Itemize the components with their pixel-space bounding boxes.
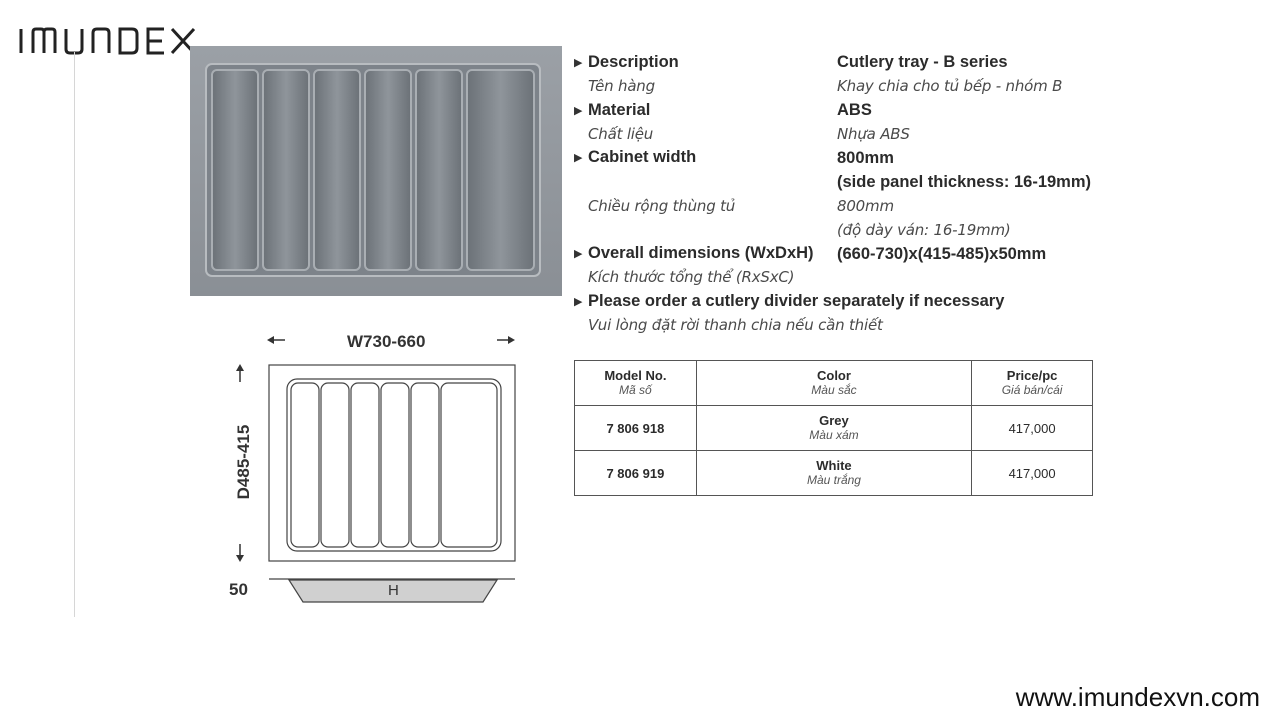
website-link[interactable]: www.imundexvn.com — [1015, 682, 1260, 712]
header-color: Color Màu sắc — [696, 361, 971, 406]
table-header-row — [575, 361, 1093, 406]
height-value: 50 — [229, 580, 248, 599]
header-price: Price/pc Giá bán/cái — [972, 361, 1093, 406]
price-table — [574, 360, 1093, 496]
product-photo — [190, 46, 562, 296]
width-label: W730-660 — [347, 332, 426, 351]
cell-color: White Màu trắng — [696, 451, 971, 496]
spec-description-value-vi: Khay chia cho tủ bếp - nhóm B — [837, 77, 1063, 95]
spec-material-value-vi: Nhựa ABS — [837, 125, 910, 143]
spec-dimensions-label-vi: Kích thước tổng thể (RxSxC) — [588, 268, 795, 286]
bullet-arrow-icon: ▶ — [574, 152, 583, 164]
brand-logo — [18, 24, 203, 63]
tray-image — [190, 46, 562, 296]
header-model: Model No. Mã số — [575, 361, 697, 406]
brand-logo-mark — [18, 24, 203, 58]
spec-cabinet-width-label-vi: Chiều rộng thùng tủ — [588, 197, 736, 215]
divider-line — [74, 52, 75, 617]
cell-price: 417,000 — [972, 451, 1093, 496]
spec-cabinet-width-value-vi: 800mm — [837, 197, 894, 215]
height-letter: H — [388, 582, 399, 599]
spec-cabinet-width-note: (side panel thickness: 16-19mm) — [837, 173, 1092, 191]
spec-description-value: Cutlery tray - B series — [837, 53, 1008, 71]
spec-dimensions-label: ▶ Overall dimensions (WxDxH) — [574, 244, 814, 262]
spec-cabinet-width-value: 800mm — [837, 149, 894, 167]
cell-model: 7 806 918 — [575, 406, 697, 451]
spec-order-note: ▶ Please order a cutlery divider separately if necessary — [574, 292, 1005, 310]
table-row — [575, 451, 1093, 496]
table-row — [575, 406, 1093, 451]
bullet-arrow-icon: ▶ — [574, 296, 583, 308]
bullet-arrow-icon: ▶ — [574, 57, 583, 69]
spec-description-label-vi: Tên hàng — [588, 77, 655, 95]
spec-cabinet-width-note-vi: (độ dày ván: 16-19mm) — [837, 221, 1011, 239]
cell-price: 417,000 — [972, 406, 1093, 451]
spec-material-label: ▶ Material — [574, 101, 651, 119]
spec-material-value: ABS — [837, 101, 872, 119]
bullet-arrow-icon: ▶ — [574, 105, 583, 117]
technical-drawing — [225, 322, 525, 612]
cell-color: Grey Màu xám — [696, 406, 971, 451]
spec-dimensions-value: (660-730)x(415-485)x50mm — [837, 245, 1047, 263]
spec-description-label: ▶ Description — [574, 53, 679, 71]
spec-order-note-vi: Vui lòng đặt rời thanh chia nếu cần thiết — [588, 316, 883, 334]
bullet-arrow-icon: ▶ — [574, 248, 583, 260]
drawing-svg — [225, 322, 525, 612]
cell-model: 7 806 919 — [575, 451, 697, 496]
depth-label: D485-415 — [234, 424, 253, 500]
spec-cabinet-width-label: ▶ Cabinet width — [574, 148, 697, 166]
spec-material-label-vi: Chất liệu — [588, 125, 654, 143]
